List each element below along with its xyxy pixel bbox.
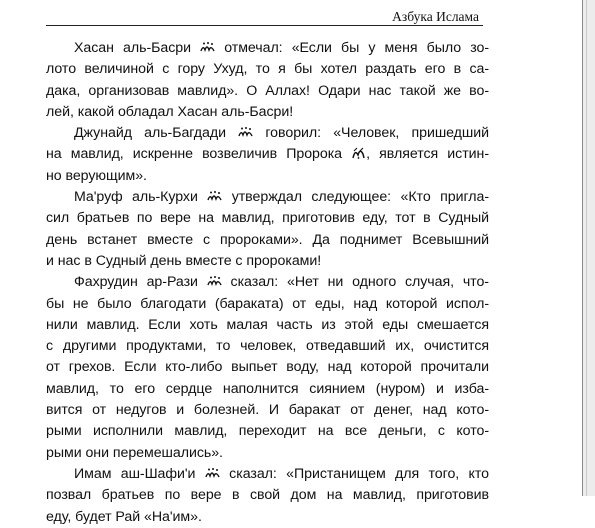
- text-line: но верующим».: [46, 167, 147, 184]
- text-line: бы не было благодати (бараката) от еды, над которой испол-: [46, 295, 489, 312]
- text-line: мавлид, то его сердце наполнится сиянием (нуром) и изба-: [46, 380, 489, 397]
- text-segment: говорил: «Человек, пришедший: [253, 125, 489, 142]
- text-segment: Ма'руф аль-Курхи: [74, 189, 208, 206]
- text-segment: сказал: «Пристанищем для того, кто: [219, 465, 489, 482]
- text-line: день встанет вместе с пророками». Да поднимет Всевышний: [46, 231, 489, 248]
- text-line: лото величиной с гору Ухуд, то я бы хотел раздать его в са-: [46, 61, 489, 78]
- text-segment: Джунайд аль-Багдади: [74, 125, 239, 142]
- text-segment: Хасан аль-Басри: [74, 40, 201, 56]
- text-line: рыми исполнили мавлид, переходит на все деньги, с кото-: [46, 423, 489, 440]
- radiyallahu-anhu-icon: [200, 41, 215, 53]
- radiyallahu-anhu-icon: [207, 275, 222, 287]
- body-text: [46, 38, 489, 528]
- text-segment: отмечал: «Если бы у меня было зо-: [215, 40, 490, 56]
- text-line: лей, какой обладал Хасан аль-Басри!: [46, 103, 294, 120]
- text-line: нили мавлид. Если хоть малая часть из этой еды смешается: [46, 316, 489, 333]
- text-line: позвал братьев по вере в свой дом на мавлид, приготовив: [46, 487, 489, 504]
- page-right-edge: [582, 0, 595, 496]
- radiyallahu-anhu-icon: [205, 467, 220, 479]
- text-line: [46, 38, 489, 59]
- text-line: [46, 272, 489, 293]
- text-line: сил братьев по вере на мавлид, приготовив еду, тот в Судный: [46, 210, 489, 227]
- header-title: Азбука Ислама: [392, 9, 479, 24]
- radiyallahu-anhu-icon: [238, 126, 253, 138]
- text-line: еду, будет Рай «На'им».: [46, 508, 202, 525]
- text-line: [46, 144, 489, 165]
- text-line: и нас в Судный день вместе с пророками!: [46, 252, 322, 269]
- radiyallahu-anhu-icon: [207, 190, 222, 202]
- running-header: [46, 8, 483, 26]
- text-line: [46, 464, 489, 485]
- text-line: рыми они перемешались».: [46, 444, 223, 461]
- text-segment: Имам аш-Шафи'и: [74, 465, 205, 482]
- text-segment: , является истин-: [366, 146, 489, 163]
- sallallahu-alayhi-wasallam-icon: [351, 147, 366, 159]
- text-line: [46, 123, 489, 144]
- text-line: дака, организовав мавлид». О Аллах! Одари нас такой же во-: [46, 82, 489, 99]
- text-line: [46, 187, 489, 208]
- text-line: с другими продуктами, то человек, отведавший их, очистится: [46, 338, 489, 355]
- text-line: от грехов. Если кто-либо выпьет воду, над которой прочитали: [46, 359, 489, 376]
- text-segment: на мавлид, искренне возвеличив Пророка: [46, 146, 352, 163]
- text-segment: утверждал следующее: «Кто пригла-: [222, 189, 490, 206]
- text-segment: сказал: «Нет ни одного случая, что-: [221, 274, 489, 291]
- text-line: вится от недугов и болезней. И баракат от денег, над кото-: [46, 402, 489, 419]
- text-segment: Фахрудин ар-Рази: [74, 274, 207, 291]
